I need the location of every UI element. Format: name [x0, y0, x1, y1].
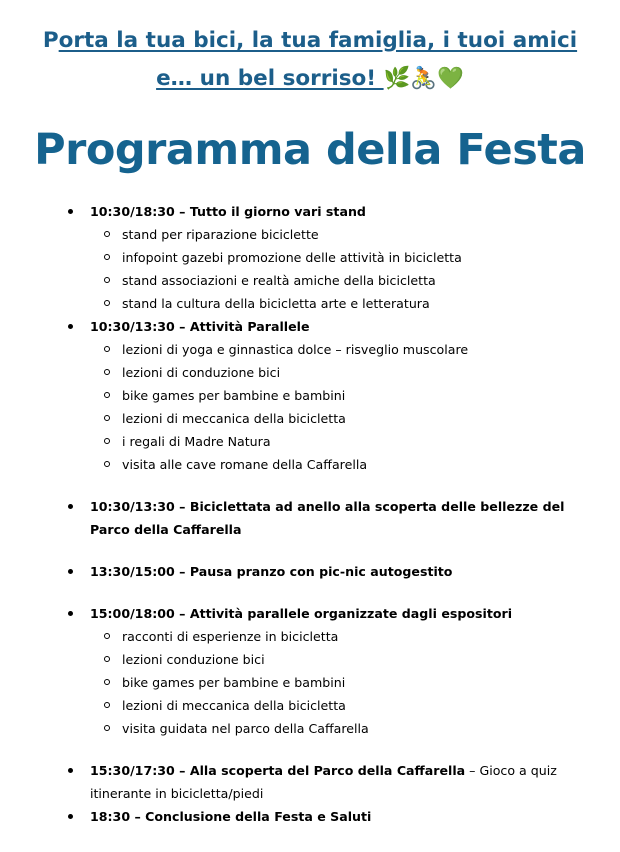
bullet-icon	[68, 504, 73, 509]
program-item-title: 18:30 – Conclusione della Festa e Saluti	[90, 809, 372, 824]
list-item: lezioni di meccanica della bicicletta	[104, 407, 572, 430]
list-item: bike games per bambine e bambini	[104, 384, 572, 407]
program-item-title: 13:30/15:00 – Pausa pranzo con pic-nic autogestito	[90, 564, 453, 579]
program-item-ring-ride	[72, 495, 572, 541]
program-item-title: 15:30/17:30 – Alla scoperta del Parco della Caffarella	[90, 763, 466, 778]
program-item-title: 10:30/13:30 – Biciclettata ad anello alla scoperta delle bellezze del Parco della Caffarella	[90, 499, 565, 537]
circle-bullet-icon	[104, 633, 110, 639]
circle-bullet-icon	[104, 254, 110, 260]
circle-bullet-icon	[104, 438, 110, 444]
program-list	[72, 200, 572, 828]
program-item-lunch	[72, 560, 572, 583]
sublist-parallel-activities	[72, 338, 572, 476]
bullet-icon	[68, 209, 73, 214]
circle-bullet-icon	[104, 679, 110, 685]
program-item-park-discovery	[72, 759, 572, 805]
bullet-icon	[68, 814, 73, 819]
list-item: racconti di esperienze in bicicletta	[104, 625, 572, 648]
bullet-icon	[68, 611, 73, 616]
program-item-title: 10:30/18:30 – Tutto il giorno vari stand	[90, 204, 366, 219]
program-item-parallel-activities	[72, 315, 572, 338]
circle-bullet-icon	[104, 415, 110, 421]
list-item: stand la cultura della bicicletta arte e letteratura	[104, 292, 572, 315]
program-item-title: 15:00/18:00 – Attività parallele organizzate dagli espositori	[90, 606, 513, 621]
bullet-icon	[68, 768, 73, 773]
page-title: Programma della Festa	[34, 125, 586, 175]
herb-bike-heart-emoji-icons: 🌿🚴💚	[383, 66, 464, 91]
list-item: bike games per bambine e bambini	[104, 671, 572, 694]
tagline-line-1	[0, 22, 620, 60]
tagline-line-2	[0, 60, 620, 98]
list-item: stand associazioni e realtà amiche della bicicletta	[104, 269, 572, 292]
list-item: lezioni conduzione bici	[104, 648, 572, 671]
tagline-prefix: P	[42, 28, 59, 53]
circle-bullet-icon	[104, 300, 110, 306]
program-item-exhibitor-activities	[72, 602, 572, 625]
circle-bullet-icon	[104, 702, 110, 708]
bullet-icon	[68, 324, 73, 329]
program-item-description: – Gioco a quiz itinerante in bicicletta/piedi	[90, 763, 557, 801]
list-item: infopoint gazebi promozione delle attività in bicicletta	[104, 246, 572, 269]
sublist-exhibitor-activities	[72, 625, 572, 740]
list-item: i regali di Madre Natura	[104, 430, 572, 453]
tagline	[0, 22, 620, 98]
list-item: lezioni di yoga e ginnastica dolce – risveglio muscolare	[104, 338, 572, 361]
circle-bullet-icon	[104, 369, 110, 375]
program-item-title: 10:30/13:30 – Attività Parallele	[90, 319, 310, 334]
circle-bullet-icon	[104, 392, 110, 398]
list-item: stand per riparazione biciclette	[104, 223, 572, 246]
program-item-closing	[72, 805, 572, 828]
list-item: lezioni di conduzione bici	[104, 361, 572, 384]
bullet-icon	[68, 569, 73, 574]
circle-bullet-icon	[104, 725, 110, 731]
list-item: lezioni di meccanica della bicicletta	[104, 694, 572, 717]
program-item-all-day-stands	[72, 200, 572, 223]
circle-bullet-icon	[104, 656, 110, 662]
circle-bullet-icon	[104, 461, 110, 467]
list-item: visita alle cave romane della Caffarella	[104, 453, 572, 476]
tagline-link-line-2[interactable]: e… un bel sorriso!	[156, 66, 384, 91]
list-item: visita guidata nel parco della Caffarella	[104, 717, 572, 740]
circle-bullet-icon	[104, 346, 110, 352]
circle-bullet-icon	[104, 231, 110, 237]
sublist-stands	[72, 223, 572, 315]
circle-bullet-icon	[104, 277, 110, 283]
tagline-link-line-1[interactable]: orta la tua bici, la tua famiglia, i tuoi amici	[58, 28, 578, 53]
